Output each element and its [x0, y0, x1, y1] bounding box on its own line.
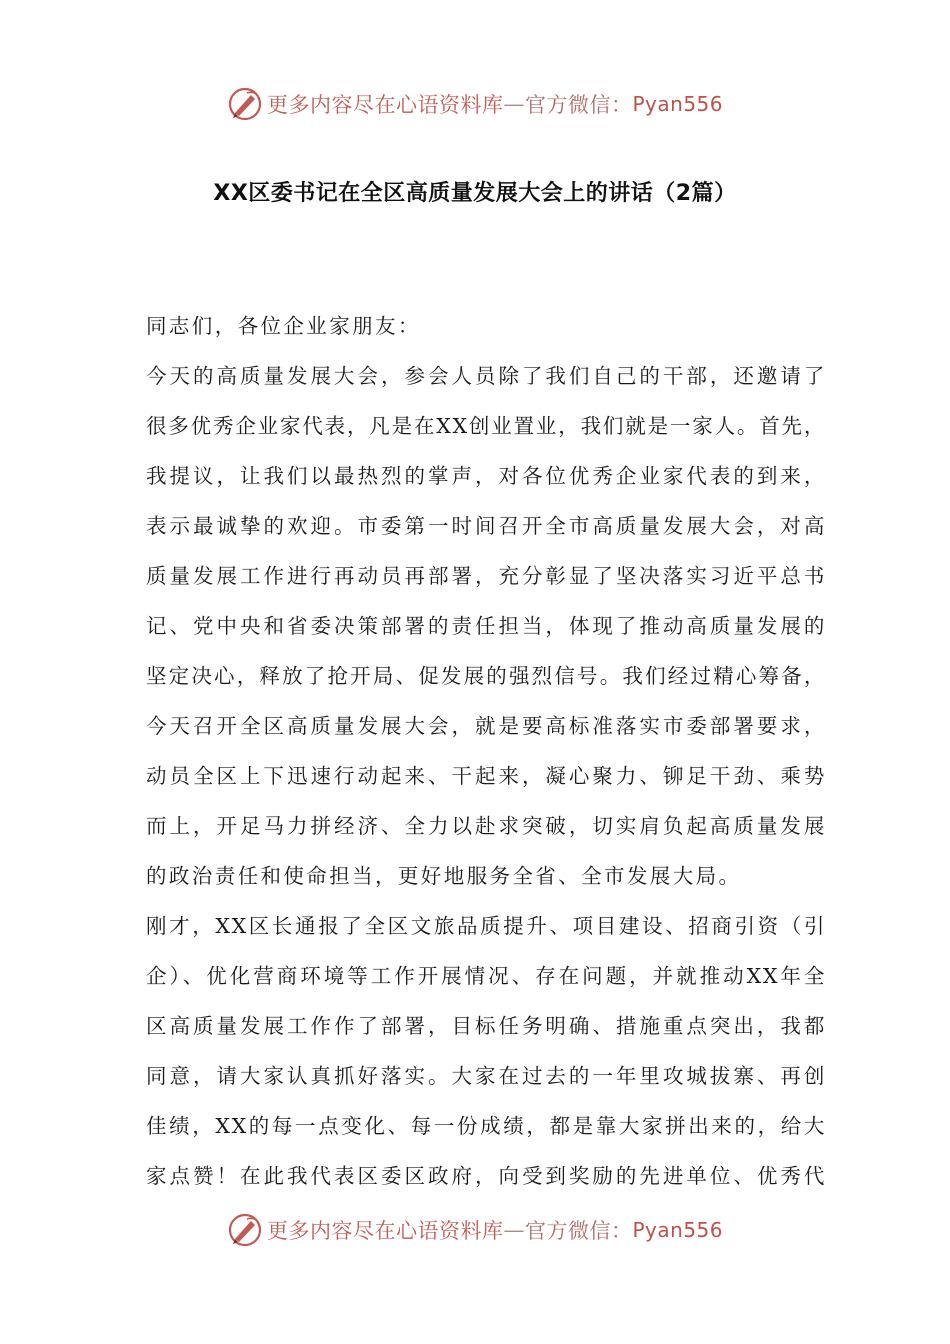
- body-line: 而上，开足马力拼经济、全力以赴求突破，切实肩负起高质量发展: [146, 814, 826, 838]
- body-line: 同意，请大家认真抓好落实。大家在过去的一年里攻城拔寨、再创: [146, 1064, 826, 1088]
- body-line: 区高质量发展工作作了部署，目标任务明确、措施重点突出，我都: [146, 1014, 826, 1038]
- pen-logo-icon: [227, 1212, 263, 1248]
- watermark-banner-top: [0, 84, 950, 124]
- document-body: [146, 301, 826, 1201]
- body-line: 的政治责任和使命担当，更好地服务全省、全市发展大局。: [146, 864, 742, 888]
- document-title: XX区委书记在全区高质量发展大会上的讲话（2篇）: [213, 181, 737, 206]
- pen-logo-icon: [227, 86, 263, 122]
- body-line: 刚才，XX区长通报了全区文旅品质提升、项目建设、招商引资（引: [146, 914, 826, 938]
- body-line: 质量发展工作进行再动员再部署，充分彰显了坚决落实习近平总书: [146, 564, 826, 588]
- body-line: 动员全区上下迅速行动起来、干起来，凝心聚力、铆足干劲、乘势: [146, 764, 826, 788]
- body-line: 佳绩，XX的每一点变化、每一份成绩，都是靠大家拼出来的，给大: [146, 1114, 826, 1138]
- watermark-site-text: 更多内容尽在心语资料库: [266, 93, 504, 117]
- body-line: 同志们，各位企业家朋友：: [146, 314, 421, 338]
- body-line: 我提议，让我们以最热烈的掌声，对各位优秀企业家代表的到来，: [146, 464, 826, 488]
- watermark-dash: —: [503, 1218, 525, 1242]
- watermark-banner-bottom: [0, 1210, 950, 1250]
- watermark-wechat-id: Pyan556: [632, 1218, 723, 1242]
- body-line: 坚定决心，释放了抢开局、促发展的强烈信号。我们经过精心筹备，: [146, 664, 826, 688]
- body-line: 今天召开全区高质量发展大会，就是要高标准落实市委部署要求，: [146, 714, 826, 738]
- watermark-wechat-label: 官方微信：: [524, 93, 633, 117]
- body-line: 很多优秀企业家代表，凡是在XX创业置业，我们就是一家人。首先，: [146, 414, 826, 438]
- watermark-site-text: 更多内容尽在心语资料库: [266, 1219, 504, 1243]
- watermark-wechat-label: 官方微信：: [524, 1219, 633, 1243]
- body-line: 表示最诚挚的欢迎。市委第一时间召开全市高质量发展大会，对高: [146, 514, 826, 538]
- body-line: 今天的高质量发展大会，参会人员除了我们自己的干部，还邀请了: [146, 364, 826, 388]
- body-line: 企）、优化营商环境等工作开展情况、存在问题，并就推动XX年全: [146, 964, 826, 988]
- body-line: 记、党中央和省委决策部署的责任担当，体现了推动高质量发展的: [146, 614, 826, 638]
- body-line: 家点赞！在此我代表区委区政府，向受到奖励的先进单位、优秀代: [146, 1164, 826, 1188]
- watermark-wechat-id: Pyan556: [632, 92, 723, 116]
- watermark-dash: —: [503, 92, 525, 116]
